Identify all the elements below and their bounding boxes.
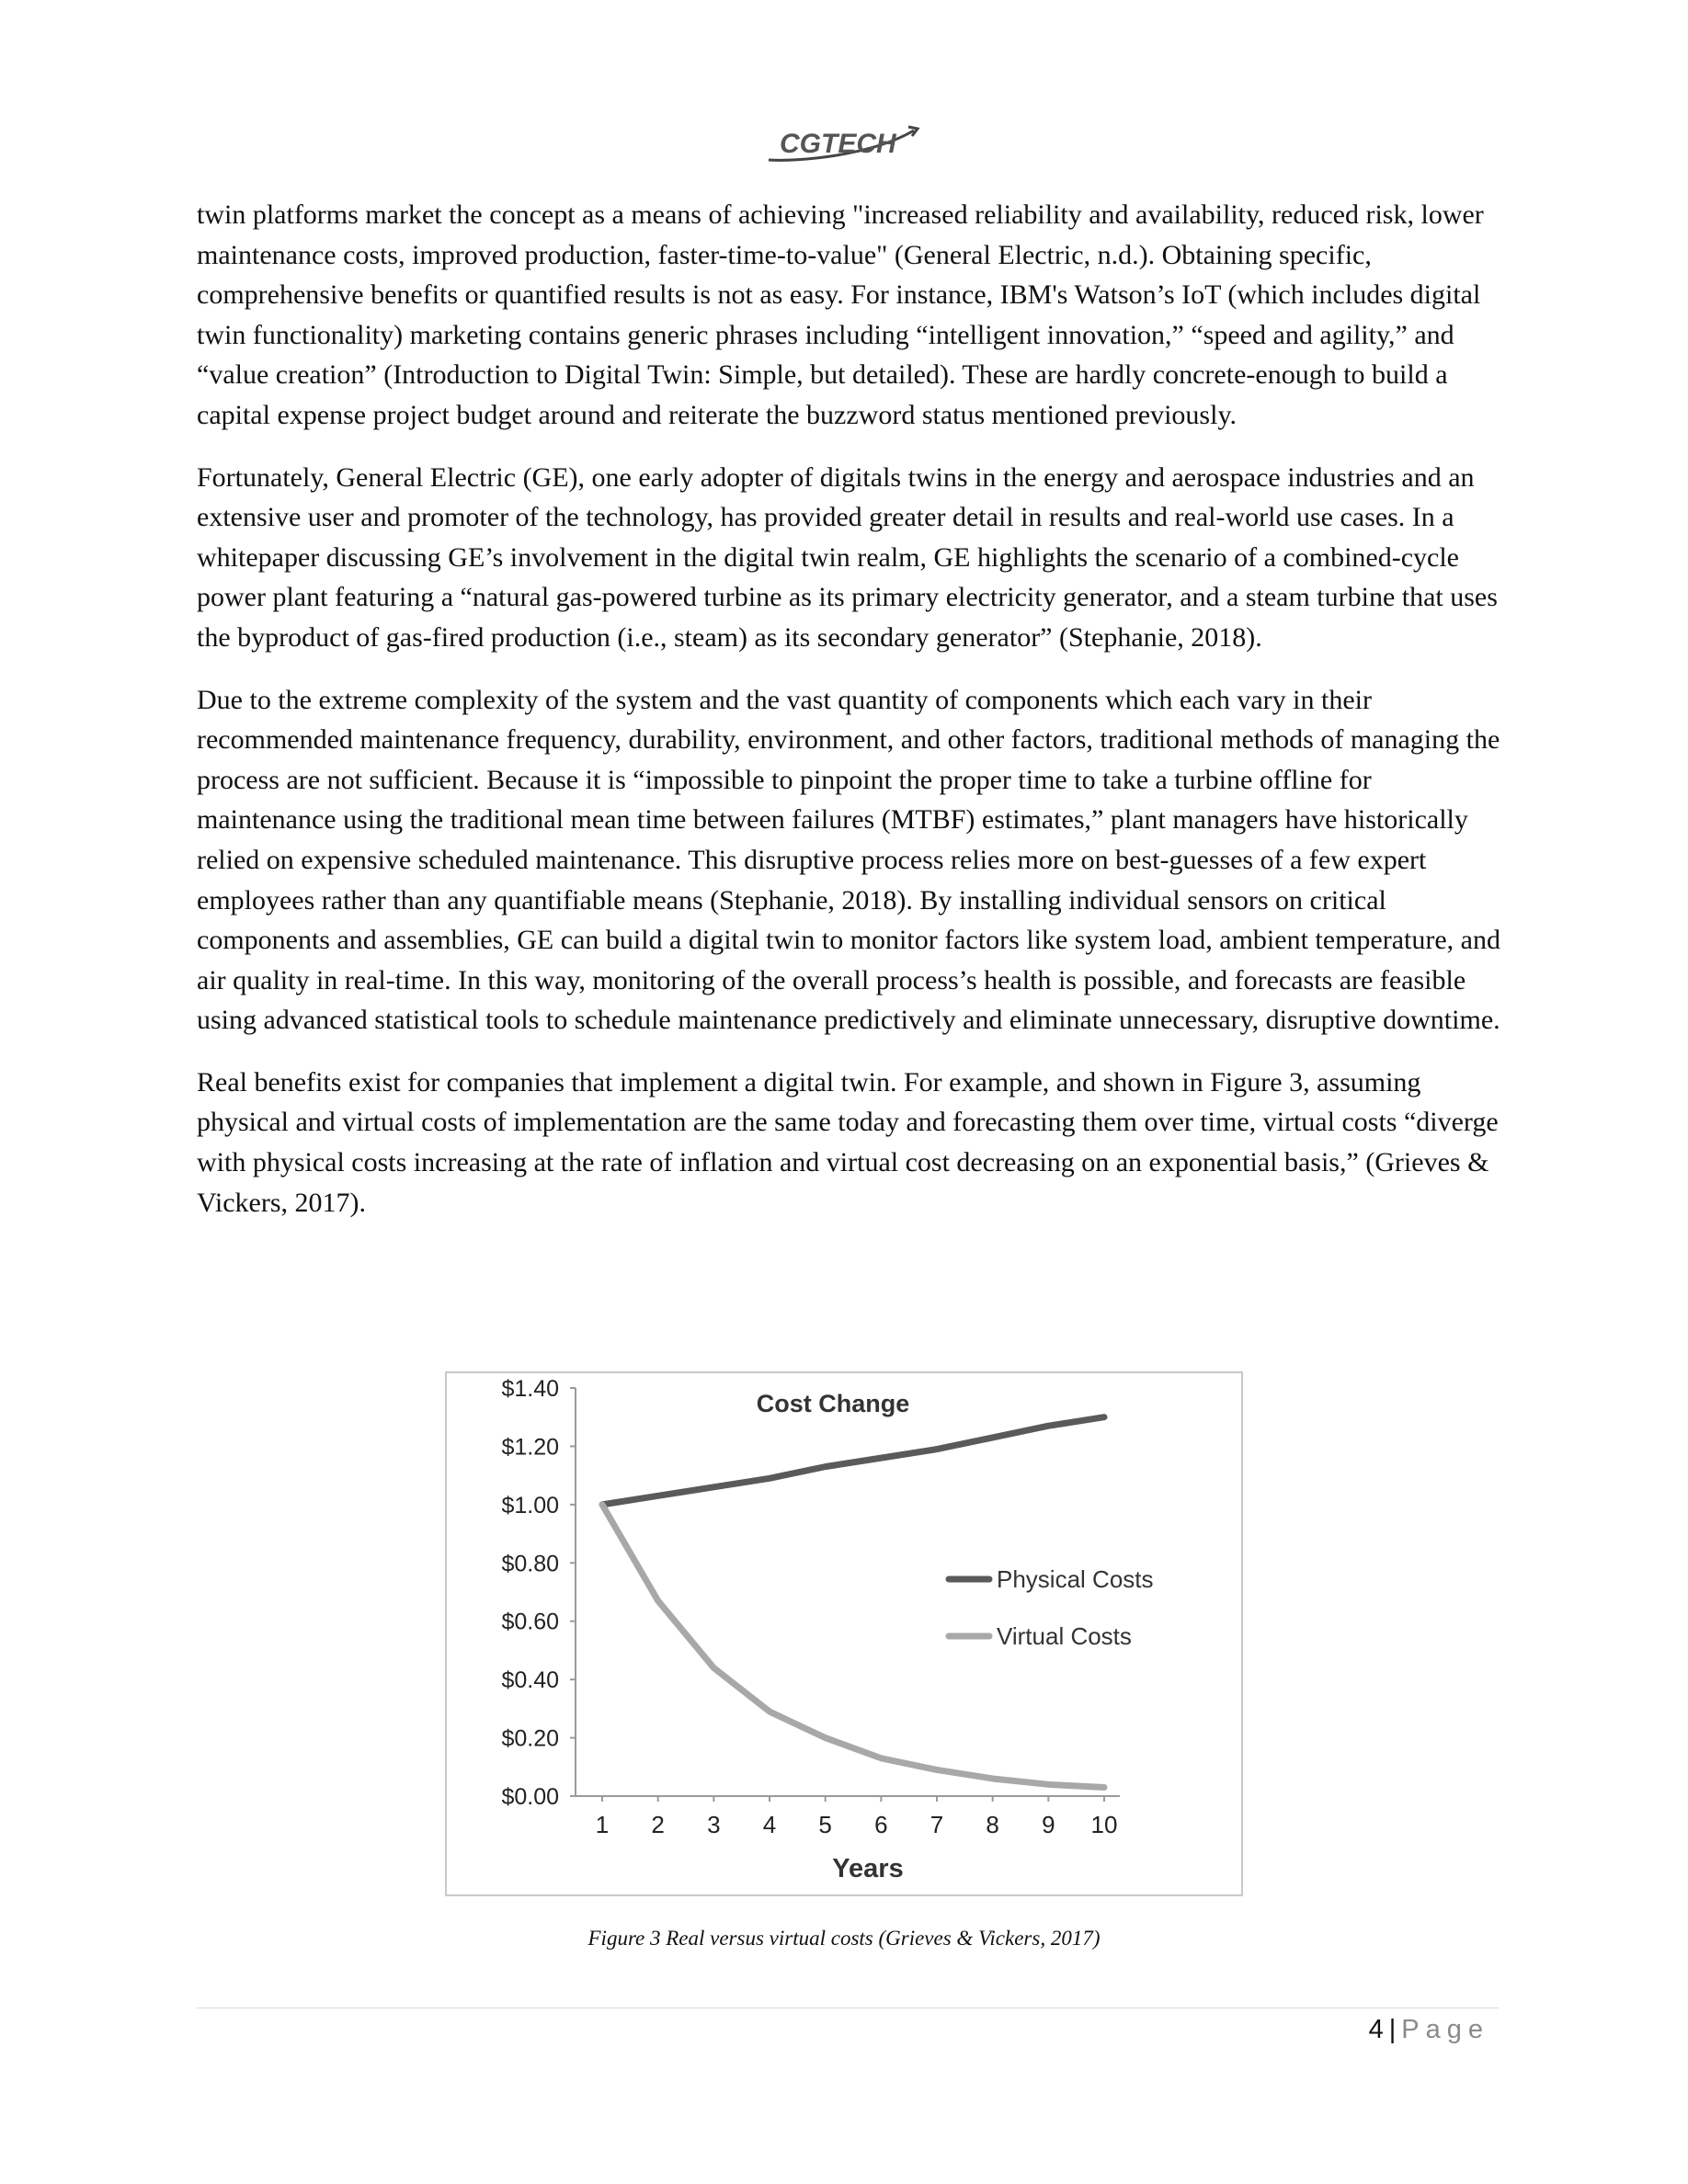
x-tick-label: 8 — [986, 1811, 999, 1838]
x-axis-label: Years — [832, 1854, 904, 1883]
logo-wordmark: CGTECH — [780, 129, 896, 159]
figure-caption: Figure 3 Real versus virtual costs (Grieves & Vickers, 2017) — [587, 1927, 1101, 1950]
page-number-separator: | — [1388, 2015, 1397, 2044]
y-tick-label: $0.40 — [501, 1667, 559, 1694]
paragraph-2: Fortunately, General Electric (GE), one early adopter of digitals twins in the energy and aerospace industries and an extensive user and promoter of the technology, has provided greater detail in results and real-world use cases. In a whitepaper discussing GE’s involvement in the digital twin realm, GE highlights the scenario of a combined-cycle power plant featuring a “natural gas-powered turbine as its primary electricity generator, and a steam turbine that uses the byproduct of gas-fired production (i.e., steam) as its secondary generator” (Stephanie, 2018). — [197, 461, 1498, 653]
paragraph-4: Real benefits exist for companies that implement a digital twin. For example, and shown in Figure 3, assuming physical and virtual costs of implementation are the same today and forecasting them over time, virtual costs “diverge with physical costs increasing at the rate of inflation and virtual cost decreasing on an exponential basis,” (Grieves & Vickers, 2017). — [197, 1066, 1499, 1218]
y-tick-label: $1.40 — [501, 1376, 559, 1402]
page-number-value: 4 — [1368, 2015, 1384, 2044]
chart-title: Cost Change — [756, 1390, 910, 1417]
page-word: Page — [1401, 2015, 1489, 2044]
cgtech-logo-graphic — [759, 119, 925, 167]
x-tick-label: 1 — [595, 1811, 610, 1838]
company-logo — [759, 119, 925, 167]
page-number — [1369, 2015, 1489, 2045]
x-tick-label: 2 — [651, 1811, 665, 1838]
y-tick-label: $1.00 — [501, 1492, 559, 1519]
y-tick-label: $1.20 — [501, 1434, 559, 1461]
y-tick-label: $0.80 — [501, 1551, 559, 1577]
y-tick-label: $0.60 — [501, 1609, 559, 1635]
x-tick-label: 3 — [707, 1811, 721, 1838]
legend-label-virtual-costs: Virtual Costs — [997, 1622, 1132, 1650]
x-tick-label: 4 — [762, 1811, 777, 1838]
paragraph-1: twin platforms market the concept as a means of achieving "increased reliability and availability, reduced risk, lower maintenance costs, improved production, faster-time-to-value" (General Electric, n.d.). Obtaining specific, comprehensive benefits or quantified results is not as easy. For instance, IBM's Watson’s IoT (which includes digital twin functionality) marketing contains generic phrases including “intelligent innovation,” “speed and agility,” and “value creation” (Introduction to Digital Twin: Simple, but detailed). These are hardly concrete-enough to build a capital expense project budget around and reiterate the buzzword status mentioned previously. — [197, 199, 1484, 430]
body-text — [197, 195, 1502, 1245]
figure-3-chart — [445, 1371, 1243, 1896]
paragraph-3: Due to the extreme complexity of the system and the vast quantity of components which each vary in their recommended maintenance frequency, durability, environment, and other factors, traditional methods of managing the process are not sufficient. Because it is “impossible to pinpoint the proper time to take a turbine offline for maintenance using the traditional mean time between failures (MTBF) estimates,” plant managers have historically relied on expensive scheduled maintenance. This disruptive process relies more on best-guesses of a few expert employees rather than any quantifiable means (Stephanie, 2018). By installing individual sensors on critical components and assemblies, GE can build a digital twin to monitor factors like system load, ambient temperature, and air quality in real-time. In this way, monitoring of the overall process’s health is possible, and forecasts are feasible using advanced statistical tools to schedule maintenance predictively and eliminate unnecessary, disruptive downtime. — [197, 684, 1500, 1036]
y-tick-label: $0.00 — [501, 1784, 559, 1810]
x-tick-label: 9 — [1042, 1811, 1055, 1838]
x-tick-label: 7 — [930, 1811, 944, 1838]
legend-label-physical-costs: Physical Costs — [997, 1565, 1154, 1593]
y-tick-label: $0.20 — [501, 1725, 559, 1752]
x-tick-label: 5 — [818, 1811, 832, 1838]
cost-change-chart — [445, 1371, 1243, 1896]
x-tick-label: 10 — [1090, 1811, 1118, 1838]
x-tick-label: 6 — [874, 1811, 888, 1838]
